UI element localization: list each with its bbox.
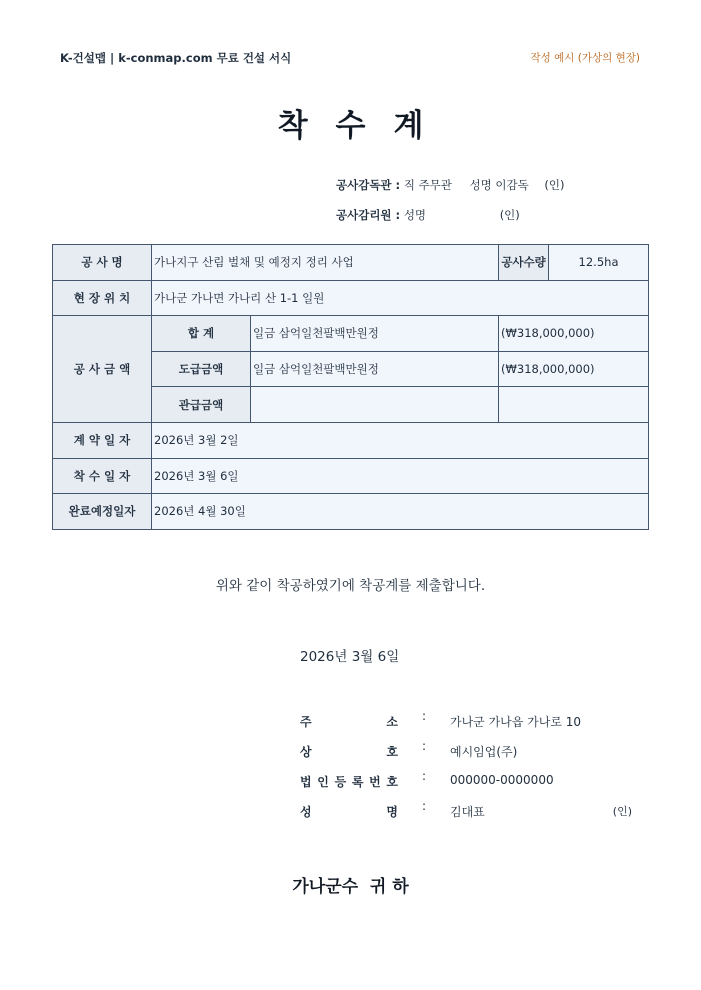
addressee-suffix: 귀 하 [369,877,409,897]
start-date-value: 2026년 3월 6일 [152,458,649,494]
company-label [300,743,398,760]
supervisor-officer-line [336,177,565,193]
site-label: 현 장 위 치 [53,280,152,316]
quantity-value: 12.5ha [549,245,649,281]
project-name-value: 가나지구 산림 벌채 및 예정지 정리 사업 [152,245,499,281]
site-value: 가나군 가나면 가나리 산 1-1 일원 [152,280,649,316]
amount-total-korean: 일금 삼억일천팔백만원정 [251,316,499,352]
officer-rank: 직 주무관 [403,178,452,192]
amount-contract-korean: 일금 삼억일천팔백만원정 [251,351,499,387]
amount-total-numeric: (₩318,000,000) [499,316,649,352]
addressee [0,872,701,897]
contractor-address-row [300,709,640,733]
brand-separator: | [110,51,115,65]
colon: : [422,709,427,723]
amount-government-numeric [499,387,649,423]
contractor-company-row [300,739,640,763]
contractor-seal: (인) [612,805,632,818]
name-label-char: 명 [386,805,398,819]
table-row [53,422,649,458]
submission-date: 2026년 3월 6일 [300,649,400,665]
colon: : [422,769,427,783]
contract-date-value: 2026년 3월 2일 [152,422,649,458]
supervisor-inspector-line [336,207,520,223]
officer-seal: (인) [544,178,565,192]
start-date-label: 착 수 일 자 [53,458,152,494]
inspector-seal: (인) [499,208,520,222]
colon: : [422,739,427,753]
amount-contract-label: 도급금액 [152,351,251,387]
amount-government-label: 관급금액 [152,387,251,423]
corp-no-value: 000000-0000000 [450,773,554,787]
company-label-char: 상 [300,745,312,759]
officer-name: 성명 이감독 [469,178,529,192]
corp-no-label-char: 법 [300,775,312,789]
submission-statement: 위와 같이 착공하였기에 착공계를 제출합니다. [215,578,486,594]
amount-label: 공 사 금 액 [53,316,152,423]
amount-contract-numeric: (₩318,000,000) [499,351,649,387]
corp-no-label-char: 록 [351,775,364,789]
address-label [300,713,398,730]
name-label-char: 성 [300,805,312,819]
completion-date-label: 완료예정일자 [53,494,152,530]
company-value: 예시임업(주) [450,745,518,759]
table-row [53,280,649,316]
corp-no-label-char: 번 [369,775,381,789]
amount-government-korean [251,387,499,423]
inspector-label: 공사감리원 : [336,208,401,222]
brand-name: K-건설맵 [60,51,107,65]
example-note: 작성 예시 (가상의 현장) [530,52,640,64]
contract-date-label: 계 약 일 자 [53,422,152,458]
company-label-char: 호 [386,745,398,759]
corp-no-label-char: 인 [317,775,329,789]
table-row [53,458,649,494]
address-label-char: 주 [300,715,312,729]
address-label-char: 소 [386,715,398,729]
table-row [53,494,649,530]
header-brand-line [60,50,291,66]
contractor-name-row [300,799,640,823]
inspector-name: 성명 [403,208,427,222]
amount-total-label: 합 계 [152,316,251,352]
colon: : [422,799,427,813]
corp-no-label-char: 호 [386,775,398,789]
corp-no-label [300,773,398,790]
addressee-name: 가나군수 [292,877,359,897]
name-value: 김대표 [450,805,485,819]
document-title: 착수계 [277,108,452,144]
contractor-corp-no-row [300,769,640,793]
table-row [53,245,649,281]
address-value: 가나군 가나읍 가나로 10 [450,715,582,729]
project-name-label: 공 사 명 [53,245,152,281]
corp-no-label-char: 등 [334,775,347,789]
site-text: k-conmap.com 무료 건설 서식 [118,51,292,65]
completion-date-value: 2026년 4월 30일 [152,494,649,530]
table-row [53,316,649,352]
quantity-label: 공사수량 [499,245,549,281]
officer-label: 공사감독관 : [336,178,401,192]
name-label [300,803,398,820]
project-info-table [52,244,649,530]
